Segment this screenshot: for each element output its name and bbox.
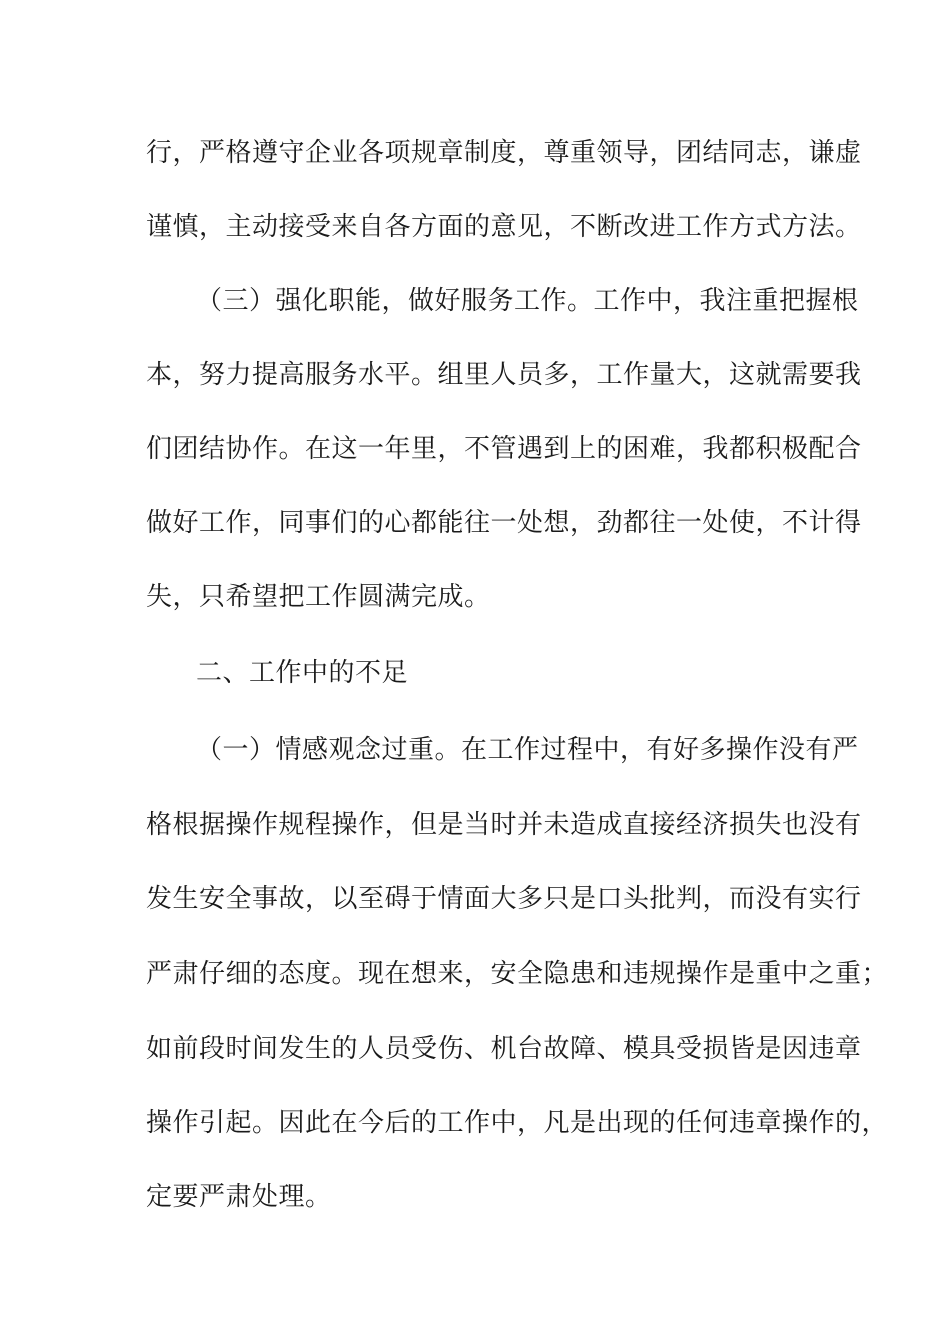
paragraph-line: （三）强化职能，做好服务工作。工作中，我注重把握根 — [196, 286, 859, 316]
paragraph-line: 严肃仔细的态度。现在想来，安全隐患和违规操作是重中之重； — [146, 959, 889, 989]
section-heading: 二、工作中的不足 — [196, 658, 409, 688]
paragraph-line: 谨慎，主动接受来自各方面的意见，不断改进工作方式方法。 — [146, 212, 862, 242]
paragraph-line: 们团结协作。在这一年里，不管遇到上的困难，我都积极配合 — [146, 434, 862, 464]
paragraph-line: 本，努力提高服务水平。组里人员多，工作量大，这就需要我 — [146, 360, 862, 390]
paragraph-line: 操作引起。因此在今后的工作中，凡是出现的任何违章操作的， — [146, 1108, 889, 1138]
paragraph-line: 格根据操作规程操作，但是当时并未造成直接经济损失也没有 — [146, 810, 862, 840]
paragraph-line: （一）情感观念过重。在工作过程中，有好多操作没有严 — [196, 735, 859, 765]
paragraph-line: 行，严格遵守企业各项规章制度，尊重领导，团结同志，谦虚 — [146, 138, 862, 168]
paragraph-line: 如前段时间发生的人员受伤、机台故障、模具受损皆是因违章 — [146, 1034, 862, 1064]
paragraph-line: 定要严肃处理。 — [146, 1182, 332, 1212]
paragraph-line: 失，只希望把工作圆满完成。 — [146, 582, 491, 612]
paragraph-line: 发生安全事故，以至碍于情面大多只是口头批判，而没有实行 — [146, 884, 862, 914]
paragraph-line: 做好工作，同事们的心都能往一处想，劲都往一处使，不计得 — [146, 508, 862, 538]
